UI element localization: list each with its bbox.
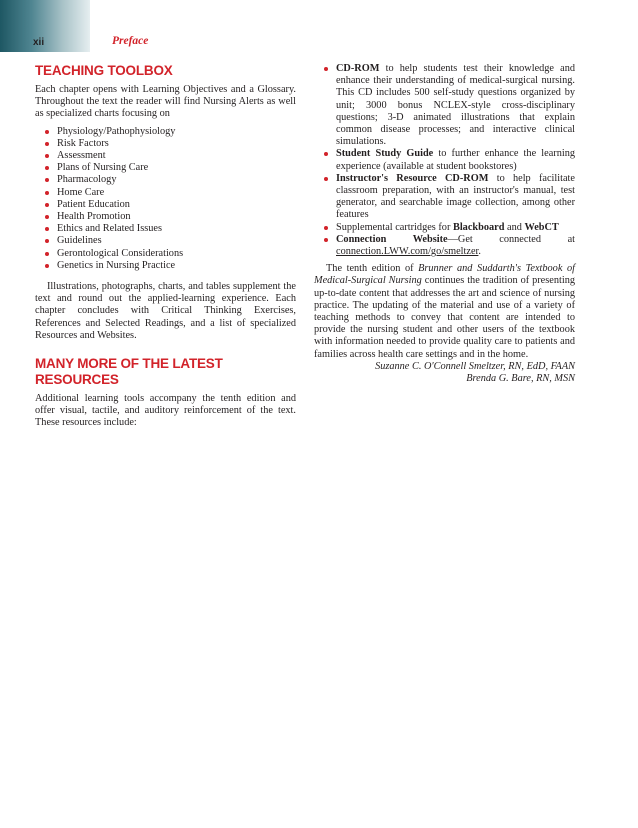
bullet-icon	[45, 252, 49, 256]
bullet-icon	[45, 191, 49, 195]
list-item: Guidelines	[57, 235, 296, 247]
list-item: Assessment	[57, 150, 296, 162]
list-item: Pharmacology	[57, 174, 296, 186]
list-item: Physiology/Pathophysiology	[57, 126, 296, 138]
list-item: Genetics in Nursing Practice	[57, 260, 296, 272]
list-item: Ethics and Related Issues	[57, 223, 296, 235]
bullet-icon	[45, 142, 49, 146]
author-signature: Suzanne C. O'Connell Smeltzer, RN, EdD, FAAN	[375, 360, 575, 372]
left-column	[35, 63, 296, 430]
bullet-icon	[45, 215, 49, 219]
teaching-toolbox-heading: TEACHING TOOLBOX	[35, 63, 173, 78]
bullet-icon	[324, 152, 328, 156]
corner-color-band	[0, 0, 90, 52]
bullet-icon	[45, 154, 49, 158]
bullet-icon	[45, 227, 49, 231]
list-item: Patient Education	[57, 199, 296, 211]
connection-website-link[interactable]: connection.LWW.com/go/smeltzer	[336, 246, 479, 258]
list-item: Connection Website—Get connected at connection.LWW.com/go/smeltzer.	[336, 234, 575, 258]
list-item: Student Study Guide to further enhance the learning experience (available at student bookstores)	[336, 148, 575, 172]
list-item: Home Care	[57, 187, 296, 199]
closing-paragraph: The tenth edition of Brunner and Suddarth's Textbook of Medical-Surgical Nursing continues the tradition of presenting up-to-date content that addresses the art and science of nursing practice. The updating of the material and use of a variety of teaching methods to convey that content are intended to provide the nursing student and other users of the textbook with information needed to provide quality care to patients and families across health care settings and in the home.	[314, 263, 575, 360]
chart-topics-list	[35, 126, 296, 272]
list-item: CD-ROM to help students test their knowledge and enhance their understanding of medical-surgical nursing. This CD includes 500 self-study questions organized by unit; 3000 bonus NCLEX-style cross-disciplinary questions; 3-D animated illustrations that explain common disease processes; and interactive clinical simulations.	[336, 63, 575, 148]
bullet-icon	[45, 166, 49, 170]
resources-list	[314, 63, 575, 258]
running-head: Preface	[112, 35, 149, 47]
resources-intro-paragraph: Additional learning tools accompany the tenth edition and offer visual, tactile, and auditory reinforcement of the text. These resources include:	[35, 393, 296, 429]
right-column	[314, 63, 575, 385]
bullet-icon	[45, 239, 49, 243]
list-item: Health Promotion	[57, 211, 296, 223]
list-item: Instructor's Resource CD-ROM to help facilitate classroom preparation, with an instructor's manual, test generator, and searchable image collection, among other features	[336, 173, 575, 222]
bullet-icon	[45, 130, 49, 134]
page-number: xii	[33, 37, 45, 48]
latest-resources-heading: MANY MORE OF THE LATEST RESOURCES	[35, 356, 223, 388]
toolbox-intro-paragraph: Each chapter opens with Learning Objectives and a Glossary. Throughout the text the reader will find Nursing Alerts as well as specialized charts focusing on	[35, 84, 296, 120]
bullet-icon	[45, 264, 49, 268]
book-title: Brunner and Suddarth's Textbook of Medical-Surgical Nursing	[314, 263, 575, 287]
bullet-icon	[324, 177, 328, 181]
bullet-icon	[45, 203, 49, 207]
bullet-icon	[45, 178, 49, 182]
bullet-icon	[324, 238, 328, 242]
list-item: Supplemental cartridges for Blackboard and WebCT	[336, 222, 575, 234]
bullet-icon	[324, 67, 328, 71]
list-item: Plans of Nursing Care	[57, 162, 296, 174]
bullet-icon	[324, 226, 328, 230]
illustrations-paragraph: Illustrations, photographs, charts, and tables supplement the text and round out the applied-learning experience. Each chapter concludes with Critical Thinking Exercises, References and Selected Readings, and a list of specialized Resources and Websites.	[35, 281, 296, 341]
list-item: Gerontological Considerations	[57, 248, 296, 260]
list-item: Risk Factors	[57, 138, 296, 150]
author-signature: Brenda G. Bare, RN, MSN	[466, 373, 575, 385]
